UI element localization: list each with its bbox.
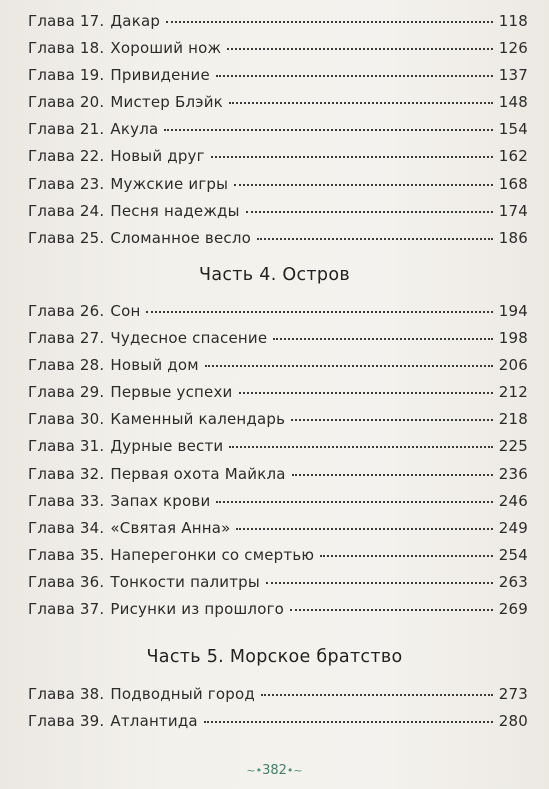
page-ref: 162 (498, 147, 528, 166)
chapter-title: Тонкости палитры (110, 572, 260, 591)
chapter-label: Глава 30. (28, 410, 105, 429)
page-ref: 212 (498, 383, 528, 402)
chapter-title: Рисунки из прошлого (110, 600, 285, 619)
toc-list-part-3 (28, 12, 528, 256)
chapter-label: Глава 25. (28, 228, 105, 247)
toc-entry (28, 519, 528, 546)
chapter-label: Глава 33. (28, 491, 105, 510)
part-5-heading: Часть 5. Морское братство (146, 647, 403, 667)
dot-leader (239, 392, 493, 394)
dot-leader (229, 102, 493, 104)
chapter-label: Глава 31. (28, 437, 105, 456)
page-ref: 273 (498, 685, 528, 703)
dot-leader (246, 211, 493, 213)
chapter-title: Наперегонки со смертью (110, 545, 315, 564)
toc-entry (28, 465, 528, 492)
dot-leader (292, 474, 493, 476)
dot-leader (229, 446, 492, 448)
dot-leader (257, 238, 493, 240)
dot-leader (291, 419, 493, 421)
page-ref: 218 (498, 410, 528, 429)
page-ref: 246 (498, 491, 528, 510)
chapter-label: Глава 17. (28, 12, 105, 30)
page-ref: 168 (498, 174, 528, 193)
toc-entry (28, 39, 528, 66)
page-ref: 198 (498, 329, 528, 348)
toc-entry (28, 546, 528, 573)
page-ref: 126 (498, 39, 528, 58)
chapter-label: Глава 18. (28, 39, 105, 58)
toc-entry (28, 66, 528, 93)
page-ref: 269 (498, 600, 528, 619)
chapter-label: Глава 32. (28, 464, 105, 483)
page-ref: 263 (498, 572, 528, 591)
chapter-label: Глава 21. (28, 120, 105, 139)
toc-entry (28, 383, 528, 410)
chapter-label: Глава 38. (28, 685, 105, 703)
dot-leader (261, 694, 493, 696)
chapter-title: Новый дом (110, 356, 199, 375)
chapter-label: Глава 35. (28, 545, 105, 564)
dot-leader (273, 338, 492, 340)
chapter-title: Привидение (110, 66, 210, 85)
toc-entry (28, 120, 528, 147)
chapter-title: Сон (110, 302, 141, 320)
page-ref: 194 (498, 302, 528, 320)
chapter-title: Первая охота Майкла (110, 464, 286, 483)
footer-ornament-right: •~ (286, 764, 303, 777)
dot-leader (166, 21, 493, 23)
toc-entry (28, 356, 528, 383)
toc-entry (28, 410, 528, 437)
chapter-label: Глава 28. (28, 356, 105, 375)
chapter-title: Сломанное весло (110, 228, 252, 247)
toc-entry (28, 712, 528, 739)
dot-leader (211, 156, 493, 158)
dot-leader (234, 184, 493, 186)
dot-leader (320, 555, 493, 557)
chapter-label: Глава 36. (28, 572, 105, 591)
page-ref: 254 (498, 545, 528, 564)
chapter-title: Первые успехи (110, 383, 233, 402)
page-ref: 174 (498, 201, 528, 220)
chapter-title: Запах крови (110, 491, 211, 510)
page-ref: 118 (498, 12, 528, 30)
dot-leader (146, 311, 492, 313)
part-4-heading: Часть 4. Остров (199, 265, 350, 285)
toc-entry (28, 437, 528, 464)
chapter-title: Чудесное спасение (110, 329, 268, 348)
toc-list-part-5 (28, 685, 528, 739)
chapter-label: Глава 24. (28, 201, 105, 220)
page-ref: 236 (498, 464, 528, 483)
dot-leader (236, 528, 492, 530)
page-ref: 137 (498, 66, 528, 85)
chapter-label: Глава 22. (28, 147, 105, 166)
dot-leader (216, 75, 493, 77)
page-ref: 206 (498, 356, 528, 375)
dot-leader (216, 501, 492, 503)
page-ref: 249 (498, 518, 528, 537)
dot-leader (266, 582, 493, 584)
toc-entry (28, 175, 528, 202)
chapter-label: Глава 23. (28, 174, 105, 193)
chapter-label: Глава 20. (28, 93, 105, 112)
chapter-title: Песня надежды (110, 201, 240, 220)
footer-ornament-left: ~• (246, 764, 263, 777)
toc-entry (28, 302, 528, 329)
chapter-title: Подводный город (110, 685, 255, 703)
toc-entry (28, 329, 528, 356)
chapter-title: Дакар (110, 12, 161, 30)
toc-entry (28, 147, 528, 174)
chapter-title: Каменный календарь (110, 410, 286, 429)
dot-leader (205, 365, 493, 367)
toc-list-part-4 (28, 302, 528, 627)
toc-entry (28, 229, 528, 256)
chapter-title: Акула (110, 120, 159, 139)
page-ref: 225 (498, 437, 528, 456)
chapter-title: Новый друг (110, 147, 205, 166)
chapter-label: Глава 29. (28, 383, 105, 402)
page-ref: 154 (498, 120, 528, 139)
chapter-label: Глава 19. (28, 66, 105, 85)
toc-entry (28, 202, 528, 229)
page-ref: 186 (498, 228, 528, 247)
chapter-label: Глава 34. (28, 518, 105, 537)
toc-entry (28, 600, 528, 627)
dot-leader (227, 48, 493, 50)
page-ref: 280 (498, 712, 528, 731)
chapter-label: Глава 37. (28, 600, 105, 619)
chapter-title: Мужские игры (110, 174, 229, 193)
toc-entry (28, 685, 528, 712)
chapter-title: Хороший нож (110, 39, 222, 58)
toc-entry (28, 93, 528, 120)
dot-leader (290, 609, 493, 611)
chapter-title: Атлантида (110, 712, 198, 731)
toc-entry (28, 12, 528, 39)
dot-leader (204, 721, 493, 723)
toc-entry (28, 492, 528, 519)
chapter-label: Глава 39. (28, 712, 105, 731)
chapter-label: Глава 27. (28, 329, 105, 348)
page-number: 382 (262, 763, 287, 778)
chapter-title: Мистер Блэйк (110, 93, 223, 112)
page-footer (0, 763, 549, 778)
toc-entry (28, 573, 528, 600)
chapter-title: «Святая Анна» (110, 518, 231, 537)
chapter-title: Дурные вести (110, 437, 224, 456)
page-ref: 148 (498, 93, 528, 112)
chapter-label: Глава 26. (28, 302, 105, 320)
dot-leader (164, 129, 492, 131)
